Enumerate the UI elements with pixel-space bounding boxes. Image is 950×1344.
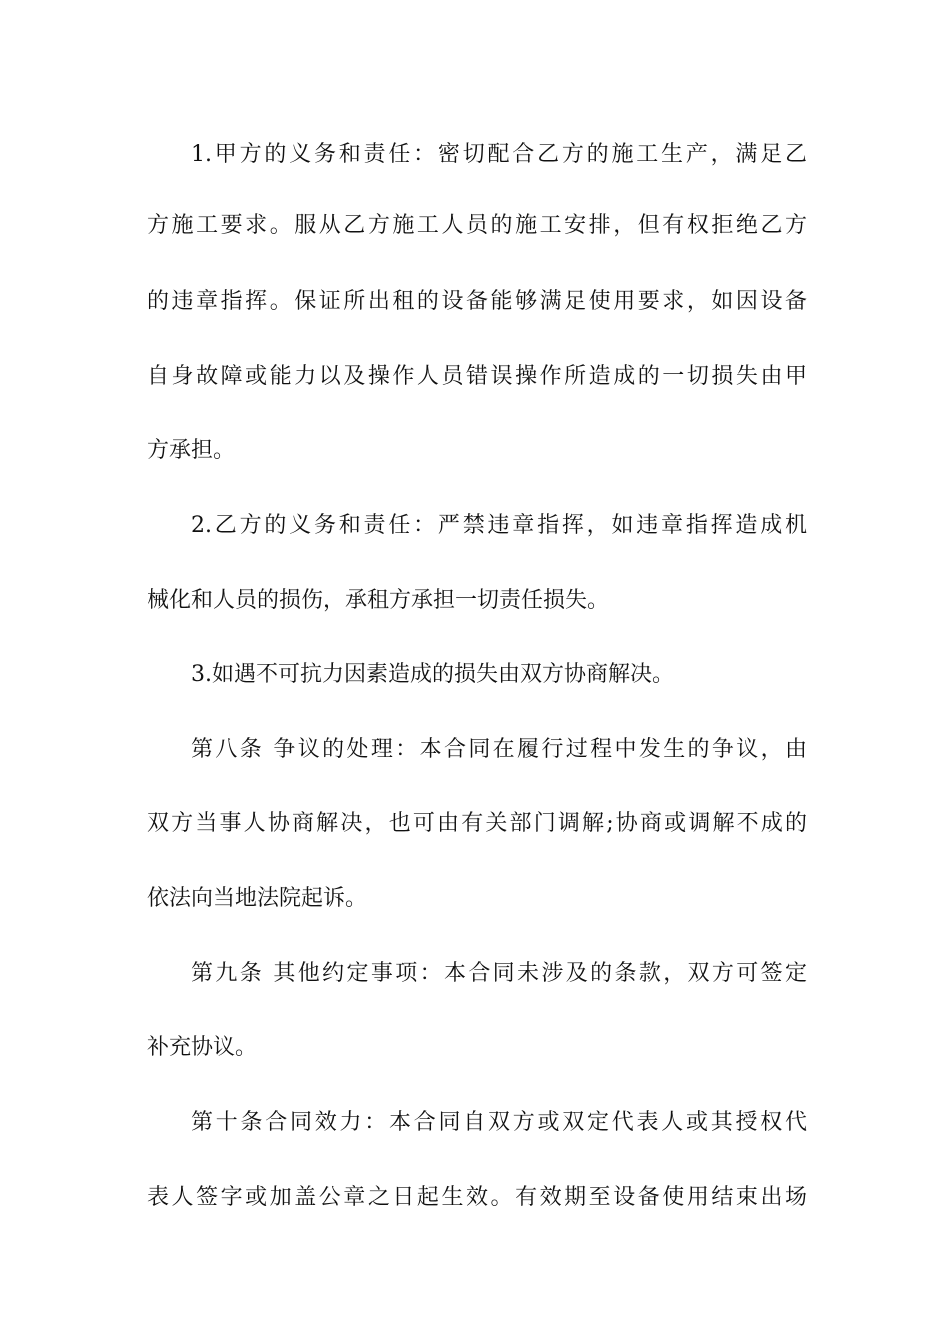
text-line-article-8-start: 第八条 争议的处理：本合同在履行过程中发生的争议，由 [191,737,807,762]
text-line: 表人签字或加盖公章之日起生效。有效期至设备使用结束出场 [147,1185,807,1210]
text-line: 方施工要求。服从乙方施工人员的施工安排，但有权拒绝乙方 [147,213,807,238]
text-line: 依法向当地法院起诉。 [147,886,368,911]
text-line: 自身故障或能力以及操作人员错误操作所造成的一切损失由甲 [147,364,807,389]
text-line-clause-2-start: 2.乙方的义务和责任：严禁违章指挥，如违章指挥造成机 [191,513,807,538]
text-line: 双方当事人协商解决，也可由有关部门调解;协商或调解不成的 [147,811,807,836]
text-line-clause-1-start: 1.甲方的义务和责任：密切配合乙方的施工生产，满足乙 [191,142,807,167]
text-line: 方承担。 [147,438,236,463]
text-line: 的违章指挥。保证所出租的设备能够满足使用要求，如因设备 [147,289,807,314]
text-line: 补充协议。 [147,1035,258,1060]
text-line-article-9-start: 第九条 其他约定事项：本合同未涉及的条款，双方可签定 [191,961,807,986]
text-line-clause-3: 3.如遇不可抗力因素造成的损失由双方协商解决。 [191,662,674,687]
text-line: 械化和人员的损伤，承租方承担一切责任损失。 [147,588,610,613]
text-line-article-10-start: 第十条合同效力：本合同自双方或双定代表人或其授权代 [191,1110,807,1135]
